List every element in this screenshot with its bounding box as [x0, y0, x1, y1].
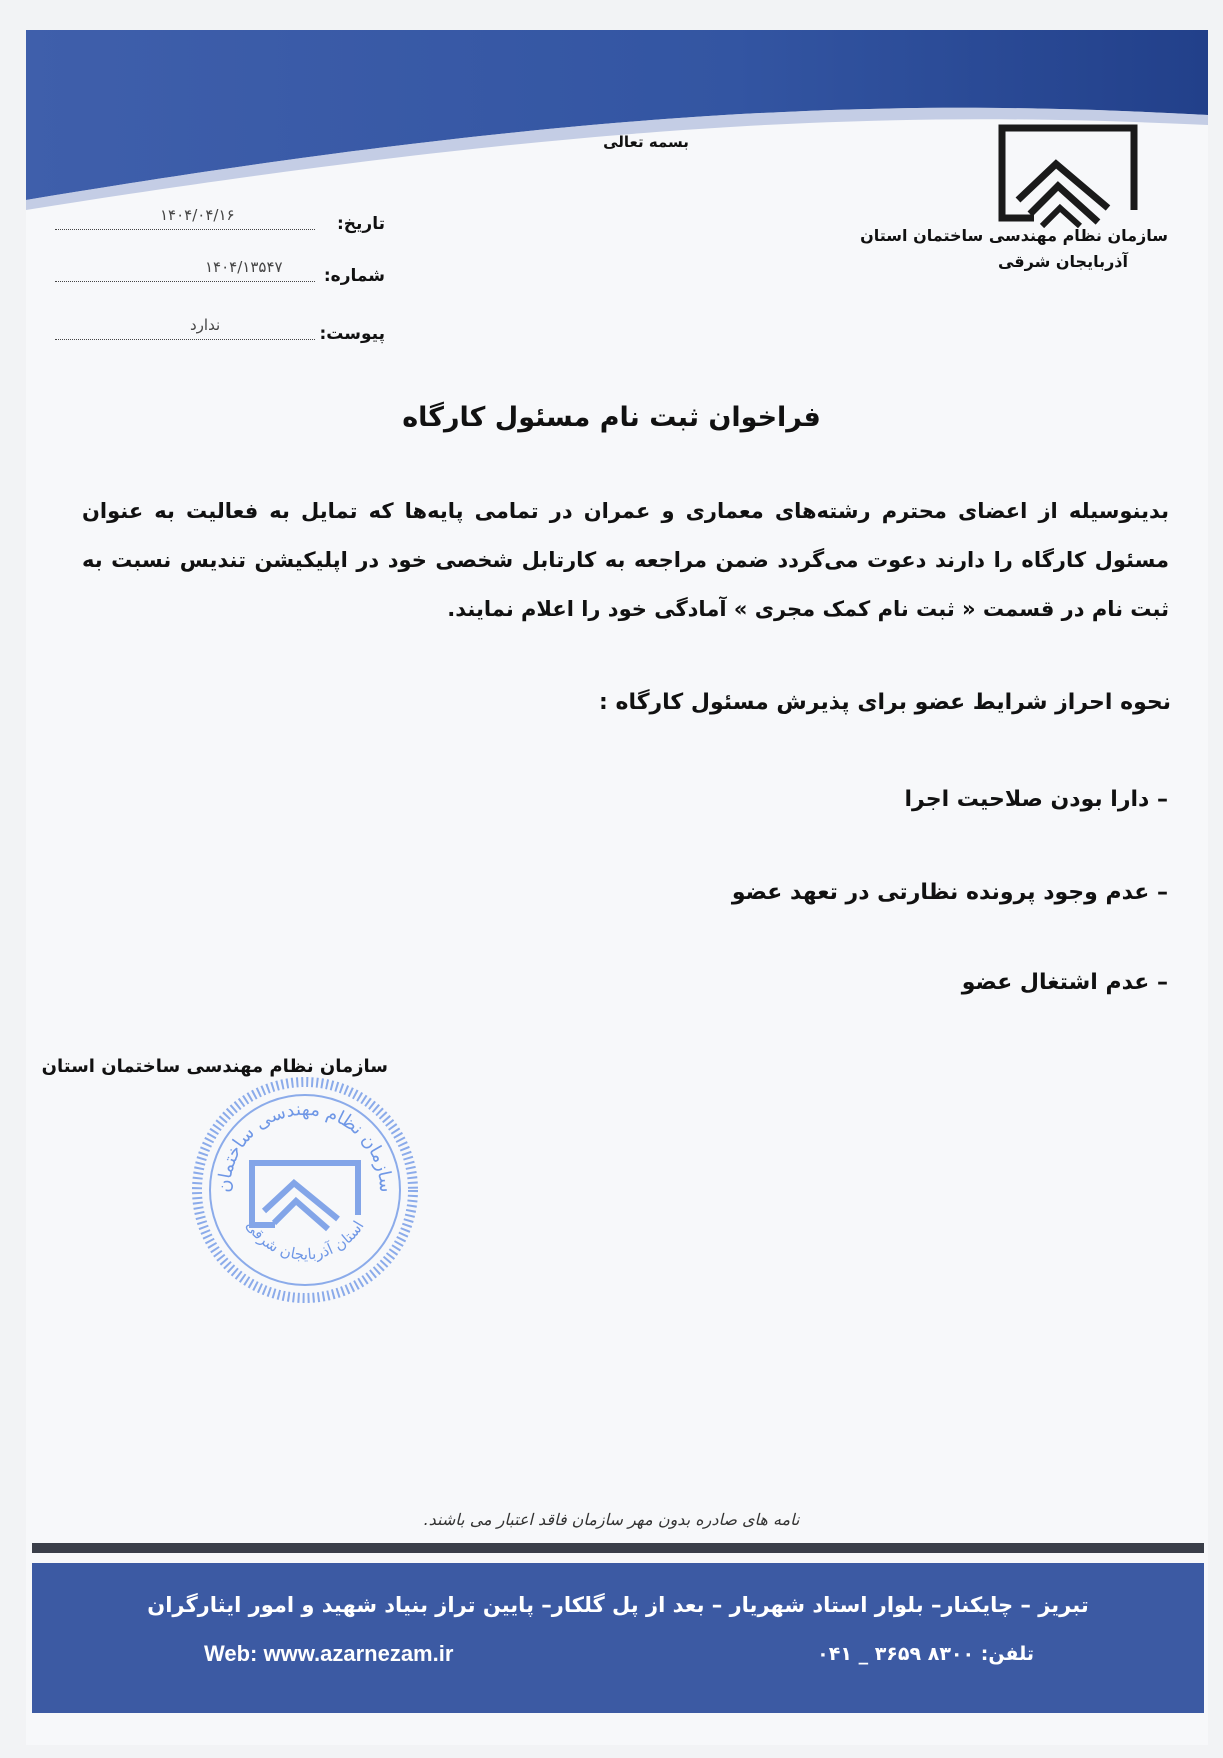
org-name-line2: آذربایجان شرقی: [997, 252, 1128, 271]
basmala: بسمه تعالی: [603, 133, 689, 151]
number-row: [55, 252, 385, 286]
body-paragraph: بدینوسیله از اعضای محترم رشته‌های معماری و عمران در تمامی پایه‌ها که تمایل به فعالیت به عنوان مسئول کارگاه را دارند دعوت می‌گردد ضمن مراجعه به کارتابل شخصی خود در اپلیکیشن تندیس نسبت به ثبت نام در قسمت « ثبت نام کمک مجری » آمادگی خود را اعلام نمایند.: [82, 499, 1169, 621]
org-name-line1: سازمان نظام مهندسی ساختمان استان: [860, 226, 1168, 245]
date-row: [55, 200, 385, 234]
stamp-logo-icon: [252, 1163, 358, 1229]
condition-item: – عدم وجود پرونده نظارتی در تعهد عضو: [731, 880, 1168, 905]
number-line: [55, 281, 315, 282]
validity-note: نامه های صادره بدون مهر سازمان فاقد اعتبار می باشند.: [423, 1510, 800, 1529]
footer-phone: تلفن: ۸۳۰۰ ۳۶۵۹ _ ۰۴۱: [817, 1643, 1034, 1665]
document-title: فراخوان ثبت نام مسئول کارگاه: [402, 402, 821, 433]
conditions-heading: نحوه احراز شرایط عضو برای پذیرش مسئول کارگاه :: [599, 690, 1171, 715]
stamp-bottom-text: استان آذربایجان شرقی: [242, 1217, 368, 1264]
attachment-row: [55, 310, 385, 344]
attachment-line: [55, 339, 315, 340]
condition-item: – عدم اشتغال عضو: [961, 970, 1168, 995]
official-stamp: [190, 1075, 420, 1305]
org-name: [860, 223, 1168, 275]
footer-address: تبریز – چایکنار– بلوار استاد شهریار – بعد از پل گلکار– پایین تراز بنیاد شهید و امور ایثارگران: [147, 1593, 1089, 1617]
signature-org: سازمان نظام مهندسی ساختمان استان: [41, 1056, 388, 1077]
date-value: ۱۴۰۴/۰۴/۱۶: [160, 206, 235, 224]
stamp-top-text: سازمان نظام مهندسی ساختمان: [213, 1098, 397, 1194]
footer-band: [32, 1563, 1204, 1713]
date-label: تاریخ:: [337, 214, 385, 234]
attachment-value: ندارد: [190, 316, 221, 334]
date-line: [55, 229, 315, 230]
footer-website: Web: www.azarnezam.ir: [204, 1641, 454, 1666]
condition-item: – دارا بودن صلاحیت اجرا: [904, 787, 1168, 812]
number-label: شماره:: [323, 266, 385, 286]
attachment-label: پیوست:: [319, 324, 385, 344]
roof-logo-icon: [996, 118, 1146, 228]
footer-rule: [32, 1543, 1204, 1553]
number-value: ۱۴۰۴/۱۳۵۴۷: [205, 258, 283, 276]
